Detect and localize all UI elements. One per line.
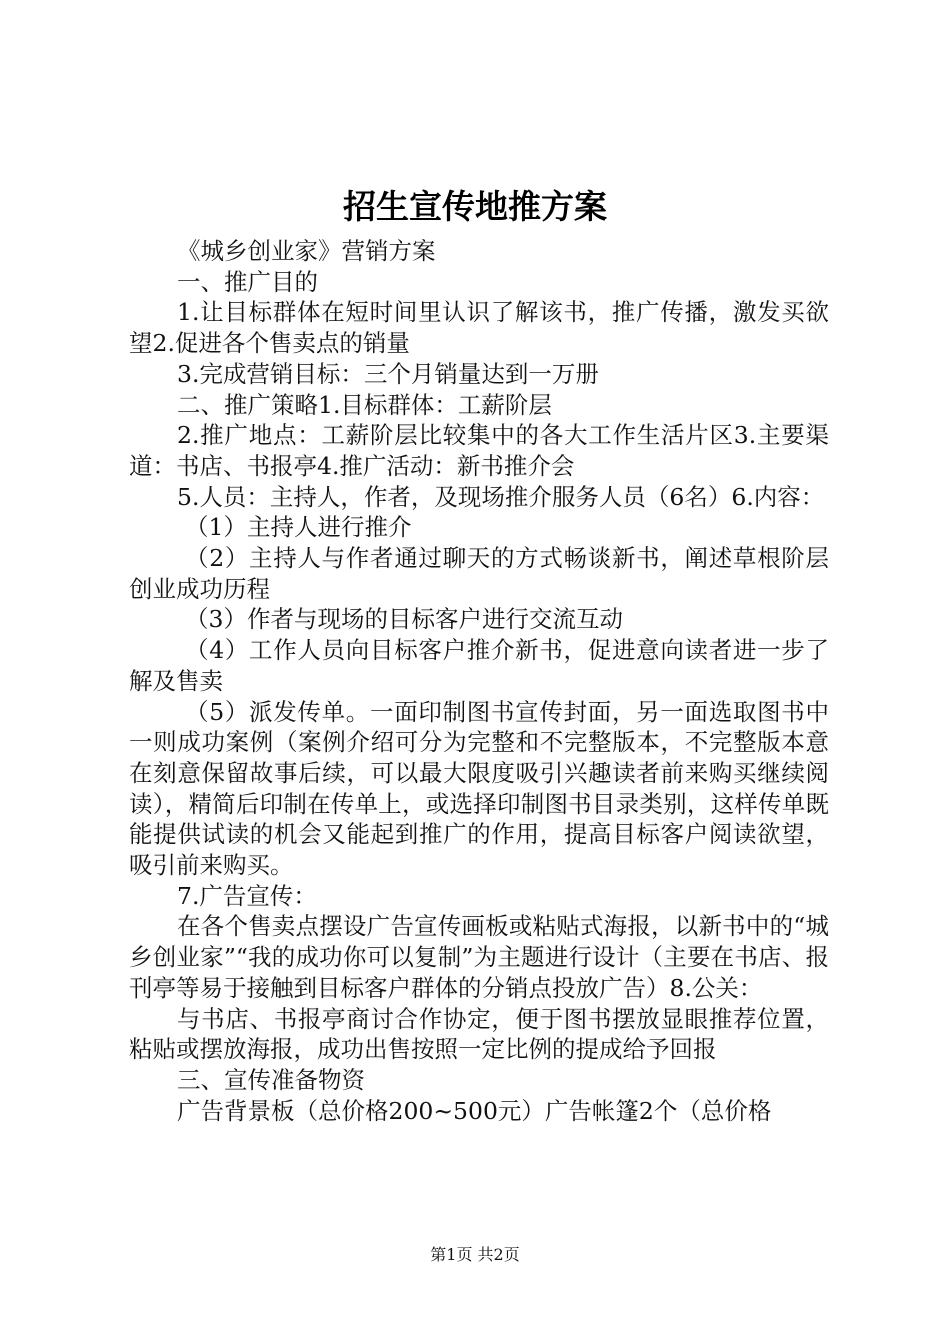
paragraph: 与书店、书报亭商讨合作协定，便于图书摆放显眼推荐位置，粘贴或摆放海报，成功出售按照一定比例的提成给予回报 [129,1004,829,1064]
document-body [129,236,829,1126]
page-footer: 第1页 共2页 [430,1245,520,1264]
section-heading-purpose: 一、推广目的 [177,267,318,296]
paragraph: 1.让目标群体在短时间里认识了解该书，推广传播，激发买欲望2.促进各个售卖点的销量 [129,298,829,358]
paragraph: 3.完成营销目标：三个月销量达到一万册 [177,359,599,388]
paragraph: 5.人员：主持人，作者，及现场推介服务人员（6名）6.内容： [177,482,825,511]
section-heading-materials: 三、宣传准备物资 [177,1065,365,1094]
document-title: 招生宣传地推方案 [343,187,607,226]
list-item: （2）主持人与作者通过聊天的方式畅谈新书，阐述草根阶层创业成功历程 [129,544,829,603]
paragraph: 7.广告宣传： [177,881,317,910]
paragraph-book-title: 《城乡创业家》营销方案 [177,237,436,265]
list-item: （4）工作人员向目标客户推介新书，促进意向读者进一步了解及售卖 [129,636,829,695]
paragraph: 广告背景板（总价格200~500元）广告帐篷2个（总价格 [177,1096,772,1125]
section-heading-strategy: 二、推广策略1.目标群体：工薪阶层 [177,390,552,419]
paragraph: 2.推广地点：工薪阶层比较集中的各大工作生活片区3.主要渠道：书店、书报亭4.推广活动：新书推介会 [129,421,829,480]
paragraph: 在各个售卖点摆设广告宣传画板或粘贴式海报，以新书中的“城乡创业家”“我的成功你可以复制”为主题进行设计（主要在书店、报刊亭等易于接触到目标客户群体的分销点投放广告）8.公关： [129,912,829,1002]
list-item: （5）派发传单。一面印制图书宣传封面，另一面选取图书中一则成功案例（案例介绍可分为完整和不完整版本，不完整版本意在刻意保留故事后续，可以最大限度吸引兴趣读者前来购买继续阅读），精简后印制在传单上，或选择印制图书目录类别，这样传单既能提供试读的机会又能起到推广的作用，提高目标客户阅读欲望，吸引前来购买。 [129,697,829,880]
list-item: （3）作者与现场的目标客户进行交流互动 [185,605,623,634]
list-item: （1）主持人进行推介 [185,513,412,542]
